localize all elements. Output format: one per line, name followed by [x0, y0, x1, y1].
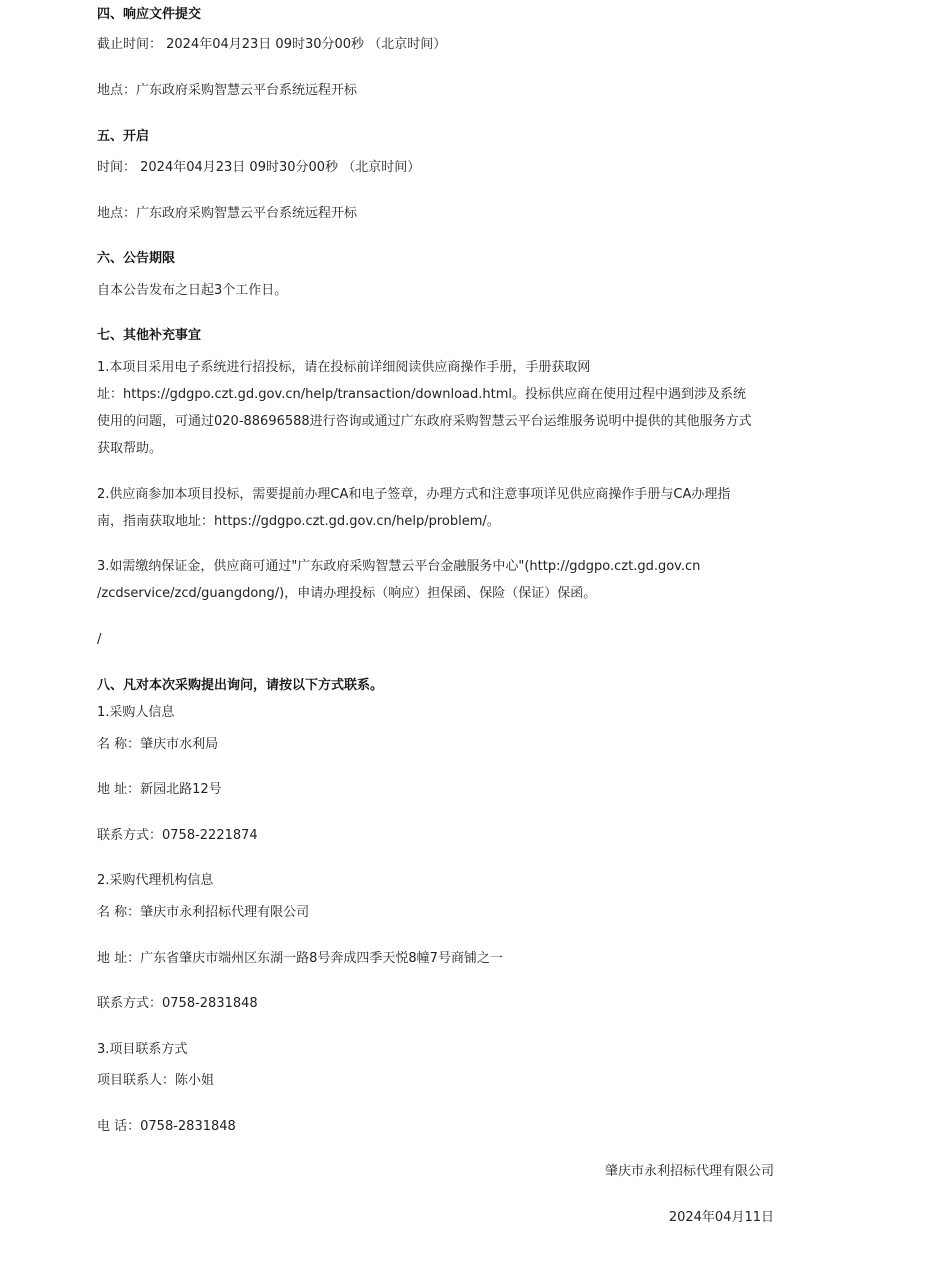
project-contact-heading: 3.项目联系方式: [97, 1042, 188, 1057]
supplementary-item-1-line-2: 址：https://gdgpo.czt.gd.gov.cn/help/transaction/download.html。投标供应商在使用过程中遇到涉及系统: [97, 387, 746, 402]
section-heading-submission: 四、响应文件提交: [97, 7, 202, 22]
section-heading-opening: 五、开启: [97, 129, 150, 144]
signature-organization: 肇庆市永利招标代理有限公司: [604, 1164, 774, 1179]
section-heading-supplementary: 七、其他补充事宜: [97, 328, 202, 343]
opening-time: 时间： 2024年04月23日 09时30分00秒 （北京时间）: [97, 160, 421, 175]
supplementary-item-3-line-2: /zcdservice/zcd/guangdong/)，申请办理投标（响应）担保函、保险（保证）保函。: [97, 586, 597, 601]
announcement-period: 自本公告发布之日起3个工作日。: [97, 283, 288, 298]
separator-slash: /: [97, 632, 102, 647]
submission-location: 地点：广东政府采购智慧云平台系统远程开标: [97, 83, 358, 98]
signature-date: 2024年04月11日: [668, 1210, 774, 1225]
agency-name: 名 称：肇庆市永利招标代理有限公司: [97, 905, 310, 920]
supplementary-item-1-line-3: 使用的问题，可通过020-88696588进行咨询或通过广东政府采购智慧云平台运维服务说明中提供的其他服务方式: [97, 414, 752, 429]
agency-phone: 联系方式：0758-2831848: [97, 996, 258, 1011]
supplementary-item-1-line-4: 获取帮助。: [97, 441, 163, 456]
submission-deadline: 截止时间： 2024年04月23日 09时30分00秒 （北京时间）: [97, 37, 447, 52]
agency-address: 地 址：广东省肇庆市端州区东湖一路8号奔成四季天悦8幢7号商铺之一: [97, 951, 503, 966]
supplementary-item-2-line-2: 南，指南获取地址：https://gdgpo.czt.gd.gov.cn/help/problem/。: [97, 514, 500, 529]
project-contact-person: 项目联系人：陈小姐: [97, 1073, 215, 1088]
supplementary-item-1-line-1: 1.本项目采用电子系统进行招投标，请在投标前详细阅读供应商操作手册，手册获取网: [97, 360, 591, 375]
opening-location: 地点：广东政府采购智慧云平台系统远程开标: [97, 206, 358, 221]
section-heading-contact: 八、凡对本次采购提出询问，请按以下方式联系。: [97, 678, 384, 693]
supplementary-item-2-line-1: 2.供应商参加本项目投标，需要提前办理CA和电子签章，办理方式和注意事项详见供应商操作手册与CA办理指: [97, 487, 731, 502]
agency-heading: 2.采购代理机构信息: [97, 873, 214, 888]
purchaser-name: 名 称：肇庆市水利局: [97, 737, 219, 752]
purchaser-address: 地 址：新园北路12号: [97, 782, 222, 797]
supplementary-item-3-line-1: 3.如需缴纳保证金，供应商可通过"广东政府采购智慧云平台金融服务中心"(http://gdgpo.czt.gd.gov.cn: [97, 559, 701, 574]
purchaser-phone: 联系方式：0758-2221874: [97, 828, 258, 843]
project-contact-phone: 电 话：0758-2831848: [97, 1119, 236, 1134]
purchaser-heading: 1.采购人信息: [97, 705, 175, 720]
section-heading-period: 六、公告期限: [97, 251, 176, 266]
